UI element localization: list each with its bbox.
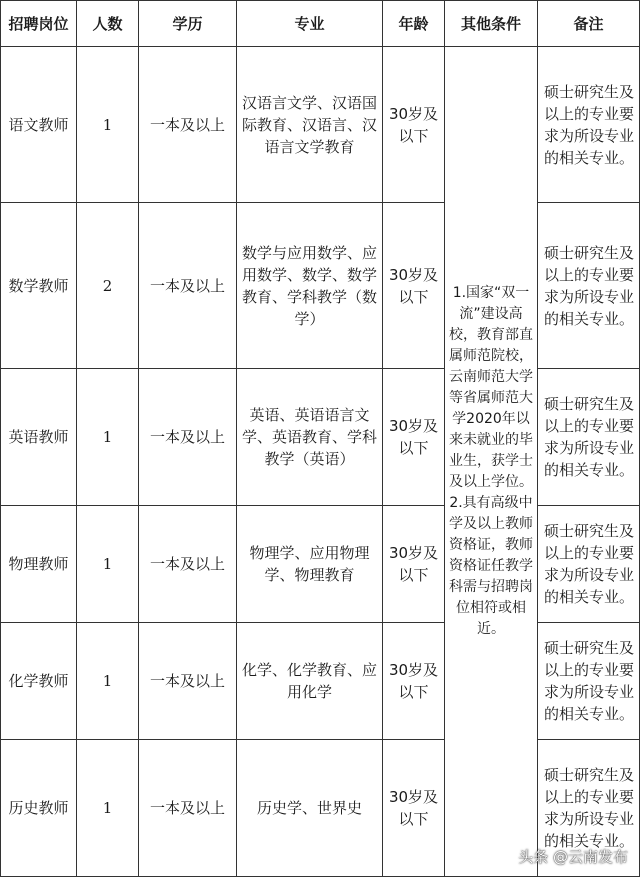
note-cell: 硕士研究生及以上的专业要求为所设专业的相关专业。 bbox=[538, 623, 640, 740]
major-cell: 数学与应用数学、应用数学、数学、数学教育、学科教学（数学） bbox=[237, 203, 383, 369]
count-cell: 2 bbox=[77, 203, 139, 369]
table-row bbox=[1, 506, 640, 623]
position-cell: 数学教师 bbox=[1, 203, 77, 369]
header-row bbox=[1, 1, 640, 47]
position-cell: 物理教师 bbox=[1, 506, 77, 623]
count-cell: 1 bbox=[77, 369, 139, 506]
table-row bbox=[1, 369, 640, 506]
table-row bbox=[1, 623, 640, 740]
count-cell: 1 bbox=[77, 623, 139, 740]
header-note: 备注 bbox=[538, 1, 640, 47]
header-education: 学历 bbox=[139, 1, 237, 47]
other-conditions-cell: 1.国家“双一流”建设高校，教育部直属师范院校，云南师范大学等省属师范大学2020年以来未就业的毕业生，获学士及以上学位。2.具有高级中学及以上教师资格证，教师资格证任教学科需与招聘岗位相符或相近。 bbox=[445, 47, 538, 877]
note-cell: 硕士研究生及以上的专业要求为所设专业的相关专业。 bbox=[538, 740, 640, 877]
header-major: 专业 bbox=[237, 1, 383, 47]
major-cell: 历史学、世界史 bbox=[237, 740, 383, 877]
position-cell: 语文教师 bbox=[1, 47, 77, 203]
age-cell: 30岁及以下 bbox=[383, 369, 445, 506]
header-age: 年龄 bbox=[383, 1, 445, 47]
count-cell: 1 bbox=[77, 740, 139, 877]
education-cell: 一本及以上 bbox=[139, 203, 237, 369]
education-cell: 一本及以上 bbox=[139, 506, 237, 623]
count-cell: 1 bbox=[77, 506, 139, 623]
education-cell: 一本及以上 bbox=[139, 740, 237, 877]
note-cell: 硕士研究生及以上的专业要求为所设专业的相关专业。 bbox=[538, 369, 640, 506]
age-cell: 30岁及以下 bbox=[383, 740, 445, 877]
count-cell: 1 bbox=[77, 47, 139, 203]
note-cell: 硕士研究生及以上的专业要求为所设专业的相关专业。 bbox=[538, 47, 640, 203]
major-cell: 物理学、应用物理学、物理教育 bbox=[237, 506, 383, 623]
header-other-conditions: 其他条件 bbox=[445, 1, 538, 47]
position-cell: 历史教师 bbox=[1, 740, 77, 877]
age-cell: 30岁及以下 bbox=[383, 203, 445, 369]
table-row bbox=[1, 47, 640, 203]
header-count: 人数 bbox=[77, 1, 139, 47]
major-cell: 化学、化学教育、应用化学 bbox=[237, 623, 383, 740]
age-cell: 30岁及以下 bbox=[383, 623, 445, 740]
education-cell: 一本及以上 bbox=[139, 623, 237, 740]
note-cell: 硕士研究生及以上的专业要求为所设专业的相关专业。 bbox=[538, 506, 640, 623]
major-cell: 汉语言文学、汉语国际教育、汉语言、汉语言文学教育 bbox=[237, 47, 383, 203]
position-cell: 化学教师 bbox=[1, 623, 77, 740]
major-cell: 英语、英语语言文学、英语教育、学科教学（英语） bbox=[237, 369, 383, 506]
education-cell: 一本及以上 bbox=[139, 47, 237, 203]
education-cell: 一本及以上 bbox=[139, 369, 237, 506]
watermark: 头条 @云南发布 bbox=[518, 848, 628, 866]
age-cell: 30岁及以下 bbox=[383, 506, 445, 623]
header-position: 招聘岗位 bbox=[1, 1, 77, 47]
position-cell: 英语教师 bbox=[1, 369, 77, 506]
table-row bbox=[1, 203, 640, 369]
note-cell: 硕士研究生及以上的专业要求为所设专业的相关专业。 bbox=[538, 203, 640, 369]
age-cell: 30岁及以下 bbox=[383, 47, 445, 203]
